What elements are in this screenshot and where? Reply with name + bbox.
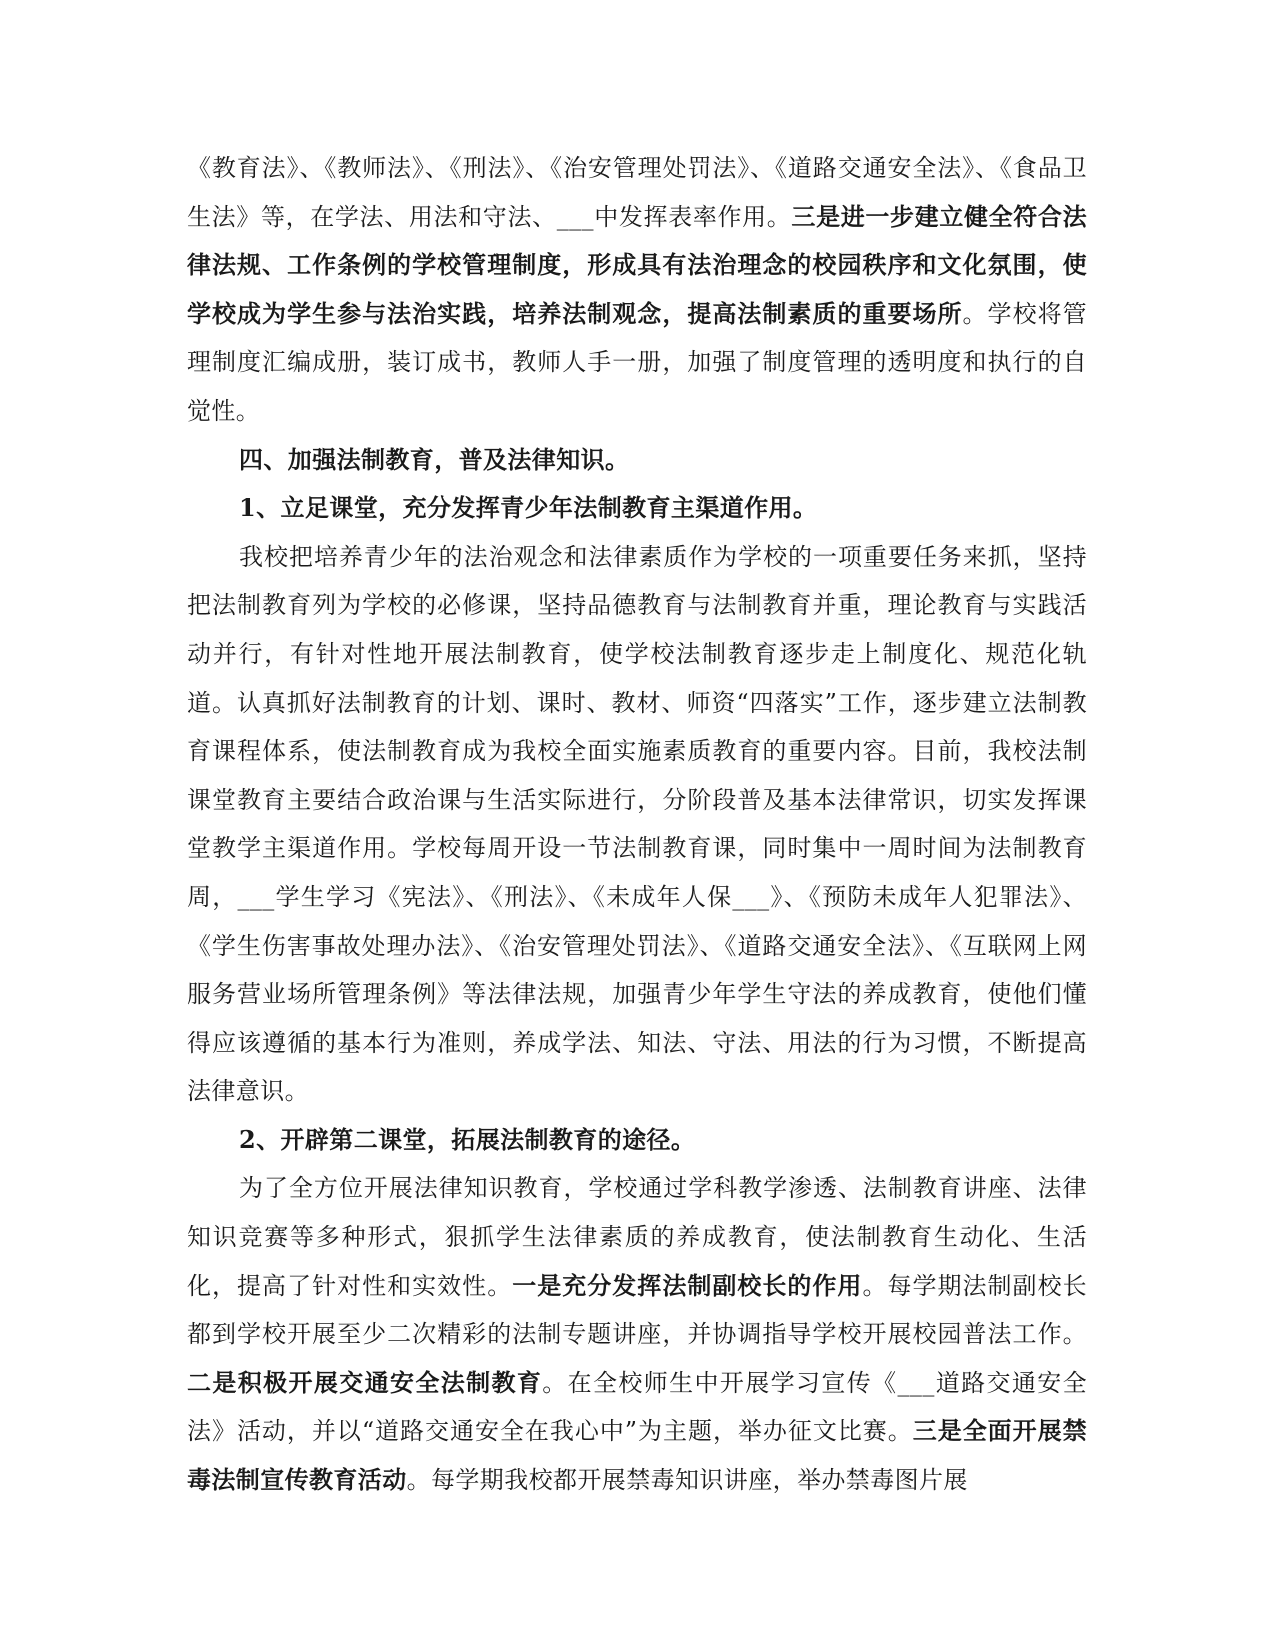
paragraph-text: 。在全校师生中开展学习宣传《___道路交通安全法》活动，并以“道路交通安全在我心中”为主题，举办征文比赛。: [187, 1368, 1087, 1446]
paragraph: 我校把培养青少年的法治观念和法律素质作为学校的一项重要任务来抓，坚持把法制教育列为学校的必修课，坚持品德教育与法制教育并重，理论教育与实践活动并行，有针对性地开展法制教育，使学校法制教育逐步走上制度化、规范化轨道。认真抓好法制教育的计划、课时、教材、师资“四落实”工作，逐步建立法制教育课程体系，使法制教育成为我校全面实施素质教育的重要内容。目前，我校法制课堂教育主要结合政治课与生活实际进行，分阶段普及基本法律常识，切实发挥课堂教学主渠道作用。学校每周开设一节法制教育课，同时集中一周时间为法制教育周，___学生学习《宪法》、《刑法》、《未成年人保___》、《预防未成年人犯罪法》、《学生伤害事故处理办法》、《治安管理处罚法》、《道路交通安全法》、《互联网上网服务营业场所管理条例》等法律法规，加强青少年学生守法的养成教育，使他们懂得应该遵循的基本行为准则，养成学法、知法、守法、用法的行为习惯，不断提高法律意识。: [187, 542, 1087, 1106]
document-body: [187, 144, 1087, 1505]
paragraph-text: 。每学期我校都开展禁毒知识讲座，举办禁毒图片展: [406, 1466, 968, 1495]
paragraph-text: 。学校将管理制度汇编成册，装订成书，教师人手一册，加强了制度管理的透明度和执行的自觉性。: [187, 299, 1087, 425]
paragraph-bold-text: 三是全面开展禁毒法制宣传教育活动: [187, 1416, 1087, 1495]
paragraph-bold-text: 一是充分发挥法制副校长的作用: [512, 1270, 863, 1300]
paragraph-text: 为了全方位开展法律知识教育，学校通过学科教学渗透、法制教育讲座、法律知识竞赛等多种形式，狠抓学生法律素质的养成教育，使法制教育生动化、生活化，提高了针对性和实效性。: [187, 1174, 1087, 1300]
paragraph-text: 。每学期法制副校长都到学校开展至少二次精彩的法制专题讲座，并协调指导学校开展校园普法工作。: [187, 1271, 1087, 1349]
subsection-heading: 1、立足课堂，充分发挥青少年法制教育主渠道作用。: [239, 493, 818, 523]
paragraph-continued: [187, 144, 1087, 436]
subsection-heading: 2、开辟第二课堂，拓展法制教育的途径。: [239, 1124, 696, 1154]
paragraph: [187, 1164, 1087, 1504]
paragraph-bold-text: 三是进一步建立健全符合法律法规、工作条例的学校管理制度，形成具有法治理念的校园秩序和文化氛围，使学校成为学生参与法治实践，培养法制观念，提高法制素质的重要场所: [187, 201, 1087, 328]
section-heading: 四、加强法制教育，普及法律知识。: [239, 444, 630, 474]
paragraph-text: 《教育法》、《教师法》、《刑法》、《治安管理处罚法》、《道路交通安全法》、《食品卫生法》等，在学法、用法和守法、___中发挥表率作用。: [187, 154, 1087, 231]
paragraph-bold-text: 二是积极开展交通安全法制教育: [187, 1367, 543, 1397]
